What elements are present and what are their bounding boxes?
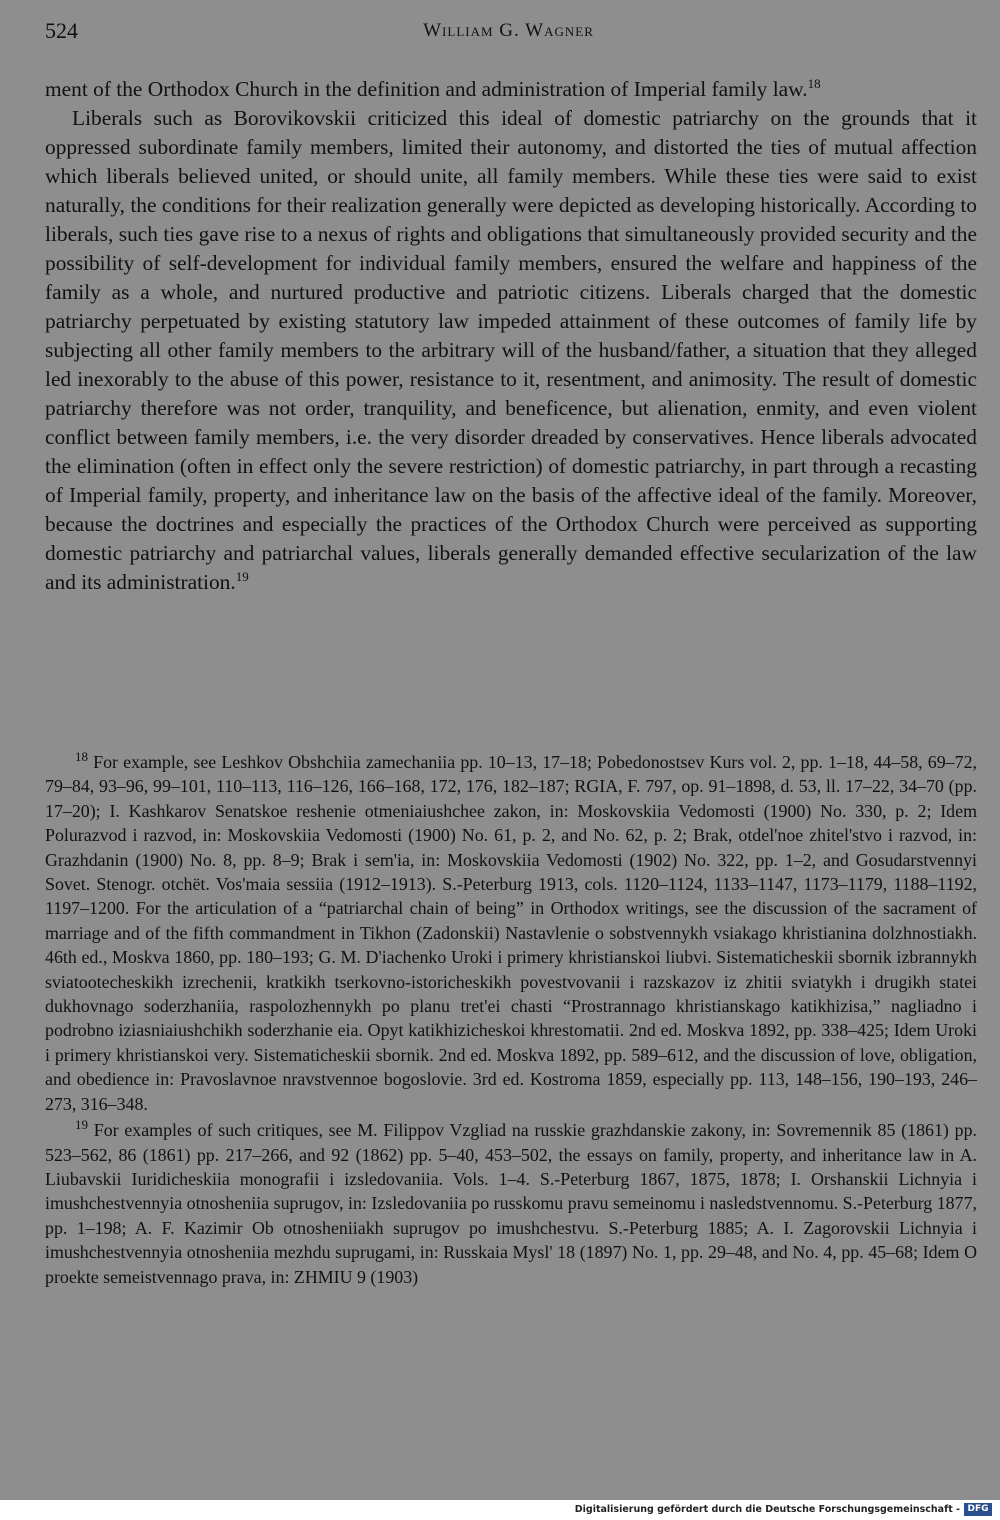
footnotes	[45, 750, 977, 1291]
body-text	[45, 75, 977, 597]
footnote-18	[45, 750, 977, 1116]
running-head	[45, 18, 972, 46]
paragraph-continued	[45, 75, 977, 104]
digitization-footer	[0, 1500, 1000, 1520]
footnote-number: 19	[75, 1117, 88, 1133]
footnote-19	[45, 1118, 977, 1289]
page-number: 524	[45, 18, 78, 43]
footnote-reference: 18	[807, 75, 821, 91]
footnote-reference: 19	[235, 568, 249, 584]
footnote-number: 18	[75, 749, 88, 765]
dfg-logo: DFG	[964, 1503, 992, 1516]
paragraph-text: Liberals such as Borovikovskii criticized this ideal of domestic patriarchy on the grounds that it oppressed subordinate family members, limited their autonomy, and distorted the ties of mutual affection which liberals believed united, or should unite, all family members. While these ties were said to exist naturally, the conditions for their realization generally were depicted as developing historically. According to liberals, such ties gave rise to a nexus of rights and obligations that simultaneously provided security and the possibility of self-development for individual family members, ensured the welfare and happiness of the family as a whole, and nurtured productive and patriotic citizens. Liberals charged that the domestic patriarchy perpetuated by existing statutory law impeded attainment of these outcomes of family life by subjecting all other family members to the arbitrary will of the husband/father, a situation that they alleged led inexorably to the abuse of this power, resistance to it, resentment, and animosity. The result of domestic patriarchy therefore was not order, tranquility, and beneficence, but alienation, enmity, and even violent conflict between family members, i.e. the very disorder dreaded by conservatives. Hence liberals advocated the elimination (often in effect only the severe restriction) of domestic patriarchy, in part through a recasting of Imperial family, property, and inheritance law on the basis of the affective ideal of the family. Moreover, because the doctrines and especially the practices of the Orthodox Church were perceived as supporting domestic patriarchy and patriarchal values, liberals generally demanded effective secularization of the law and its administration.	[45, 106, 977, 594]
footnote-text: For examples of such critiques, see M. Filippov Vzgliad na russkie grazhdanskie zakony, in: Sovremennik 85 (1861) pp. 523–562, 86 (1861) pp. 217–266, and 92 (1862) pp. 5–40, 453–502, the essays on family, property, and inheritance law in A. Liubavskii Iuridicheskiia monografii i izsledovaniia. Vols. 1–4. S.-Peterburg 1867, 1875, 1878; I. Orshanskii Lichnyia i imushchestvennyia otnosheniia suprugov, in: Izsledovaniia po russkomu pravu semeinomu i nasledstvennomu. S.-Peterburg 1877, pp. 1–198; A. F. Kazimir Ob otnosheniiakh suprugov po imushchestvu. S.-Peterburg 1885; A. I. Zagorovskii Lichnyia i imushchestvennyia otnosheniia mezhdu suprugami, in: Russkaia Mysl' 18 (1897) No. 1, pp. 29–48, and No. 4, pp. 45–68; Idem O proekte semeistvennago prava, in: ZHMIU 9 (1903)	[45, 1120, 977, 1287]
footnote-text: For example, see Leshkov Obshchiia zamechaniia pp. 10–13, 17–18; Pobedonostsev Kurs vol. 2, pp. 1–18, 44–58, 69–72, 79–84, 93–96, 99–101, 110–113, 116–126, 166–168, 172, 176, 182–187; RGIA, F. 797, op. 91–1898, d. 53, ll. 17–22, 34–70 (pp. 17–20); I. Kashkarov Senatskoe reshenie otmeniaiushchee zakon, in: Moskovskiia Vedomosti (1900) No. 330, p. 2; Idem Polurazvod i razvod, in: Moskovskiia Vedomosti (1900) No. 61, p. 2, and No. 62, p. 2; Brak, otdel'noe zhitel'stvo i razvod, in: Grazhdanin (1900) No. 8, pp. 8–9; Brak i sem'ia, in: Moskovskiia Vedomosti (1902) No. 322, pp. 1–2, and Gosudarstvennyi Sovet. Stenogr. otchët. Vos'maia sessiia (1912–1913). S.-Peterburg 1913, cols. 1120–1124, 1133–1147, 1173–1179, 1188–1192, 1197–1200. For the articulation of a “patriarchal chain of being” in Orthodox writings, see the discussion of the sacrament of marriage and of the fifth commandment in Tikhon (Zadonskii) Nastavlenie o sobstvennykh vsiakago khristianina dolzhnostiakh. 46th ed., Moskva 1860, pp. 180–193; G. M. D'iachenko Uroki i primery khristianskoi liubvi. Sistematicheskii sbornik izbrannykh sviatootecheskikh izrechenii, kratkikh tserkovno-istoricheskikh povestvovanii i razskazov iz zhitii sviatykh i drugikh statei dukhovnago soderzhaniia, raspolozhennykh po planu tret'ei chasti “Prostrannago khristianskago katikhizisa,” nagliadno i podrobno iziasniaiushchikh soderzhanie eia. Opyt katikhizicheskoi khrestomatii. 2nd ed. Moskva 1892, pp. 338–425; Idem Uroki i primery khristianskoi very. Sistematicheskii sbornik. 2nd ed. Moskva 1892, pp. 589–612, and the discussion of love, obligation, and obedience in: Pravoslavnoe nravstvennoe bogoslovie. 3rd ed. Kostroma 1859, especially pp. 113, 148–156, 190–193, 246–273, 316–348.	[45, 752, 977, 1114]
paragraph-text: ment of the Orthodox Church in the definition and administration of Imperial family law.	[45, 77, 808, 101]
funding-credit: Digitalisierung gefördert durch die Deutsche Forschungsgemeinschaft -	[574, 1504, 960, 1515]
paragraph	[45, 104, 977, 597]
running-head-author: William G. Wagner	[423, 20, 594, 41]
